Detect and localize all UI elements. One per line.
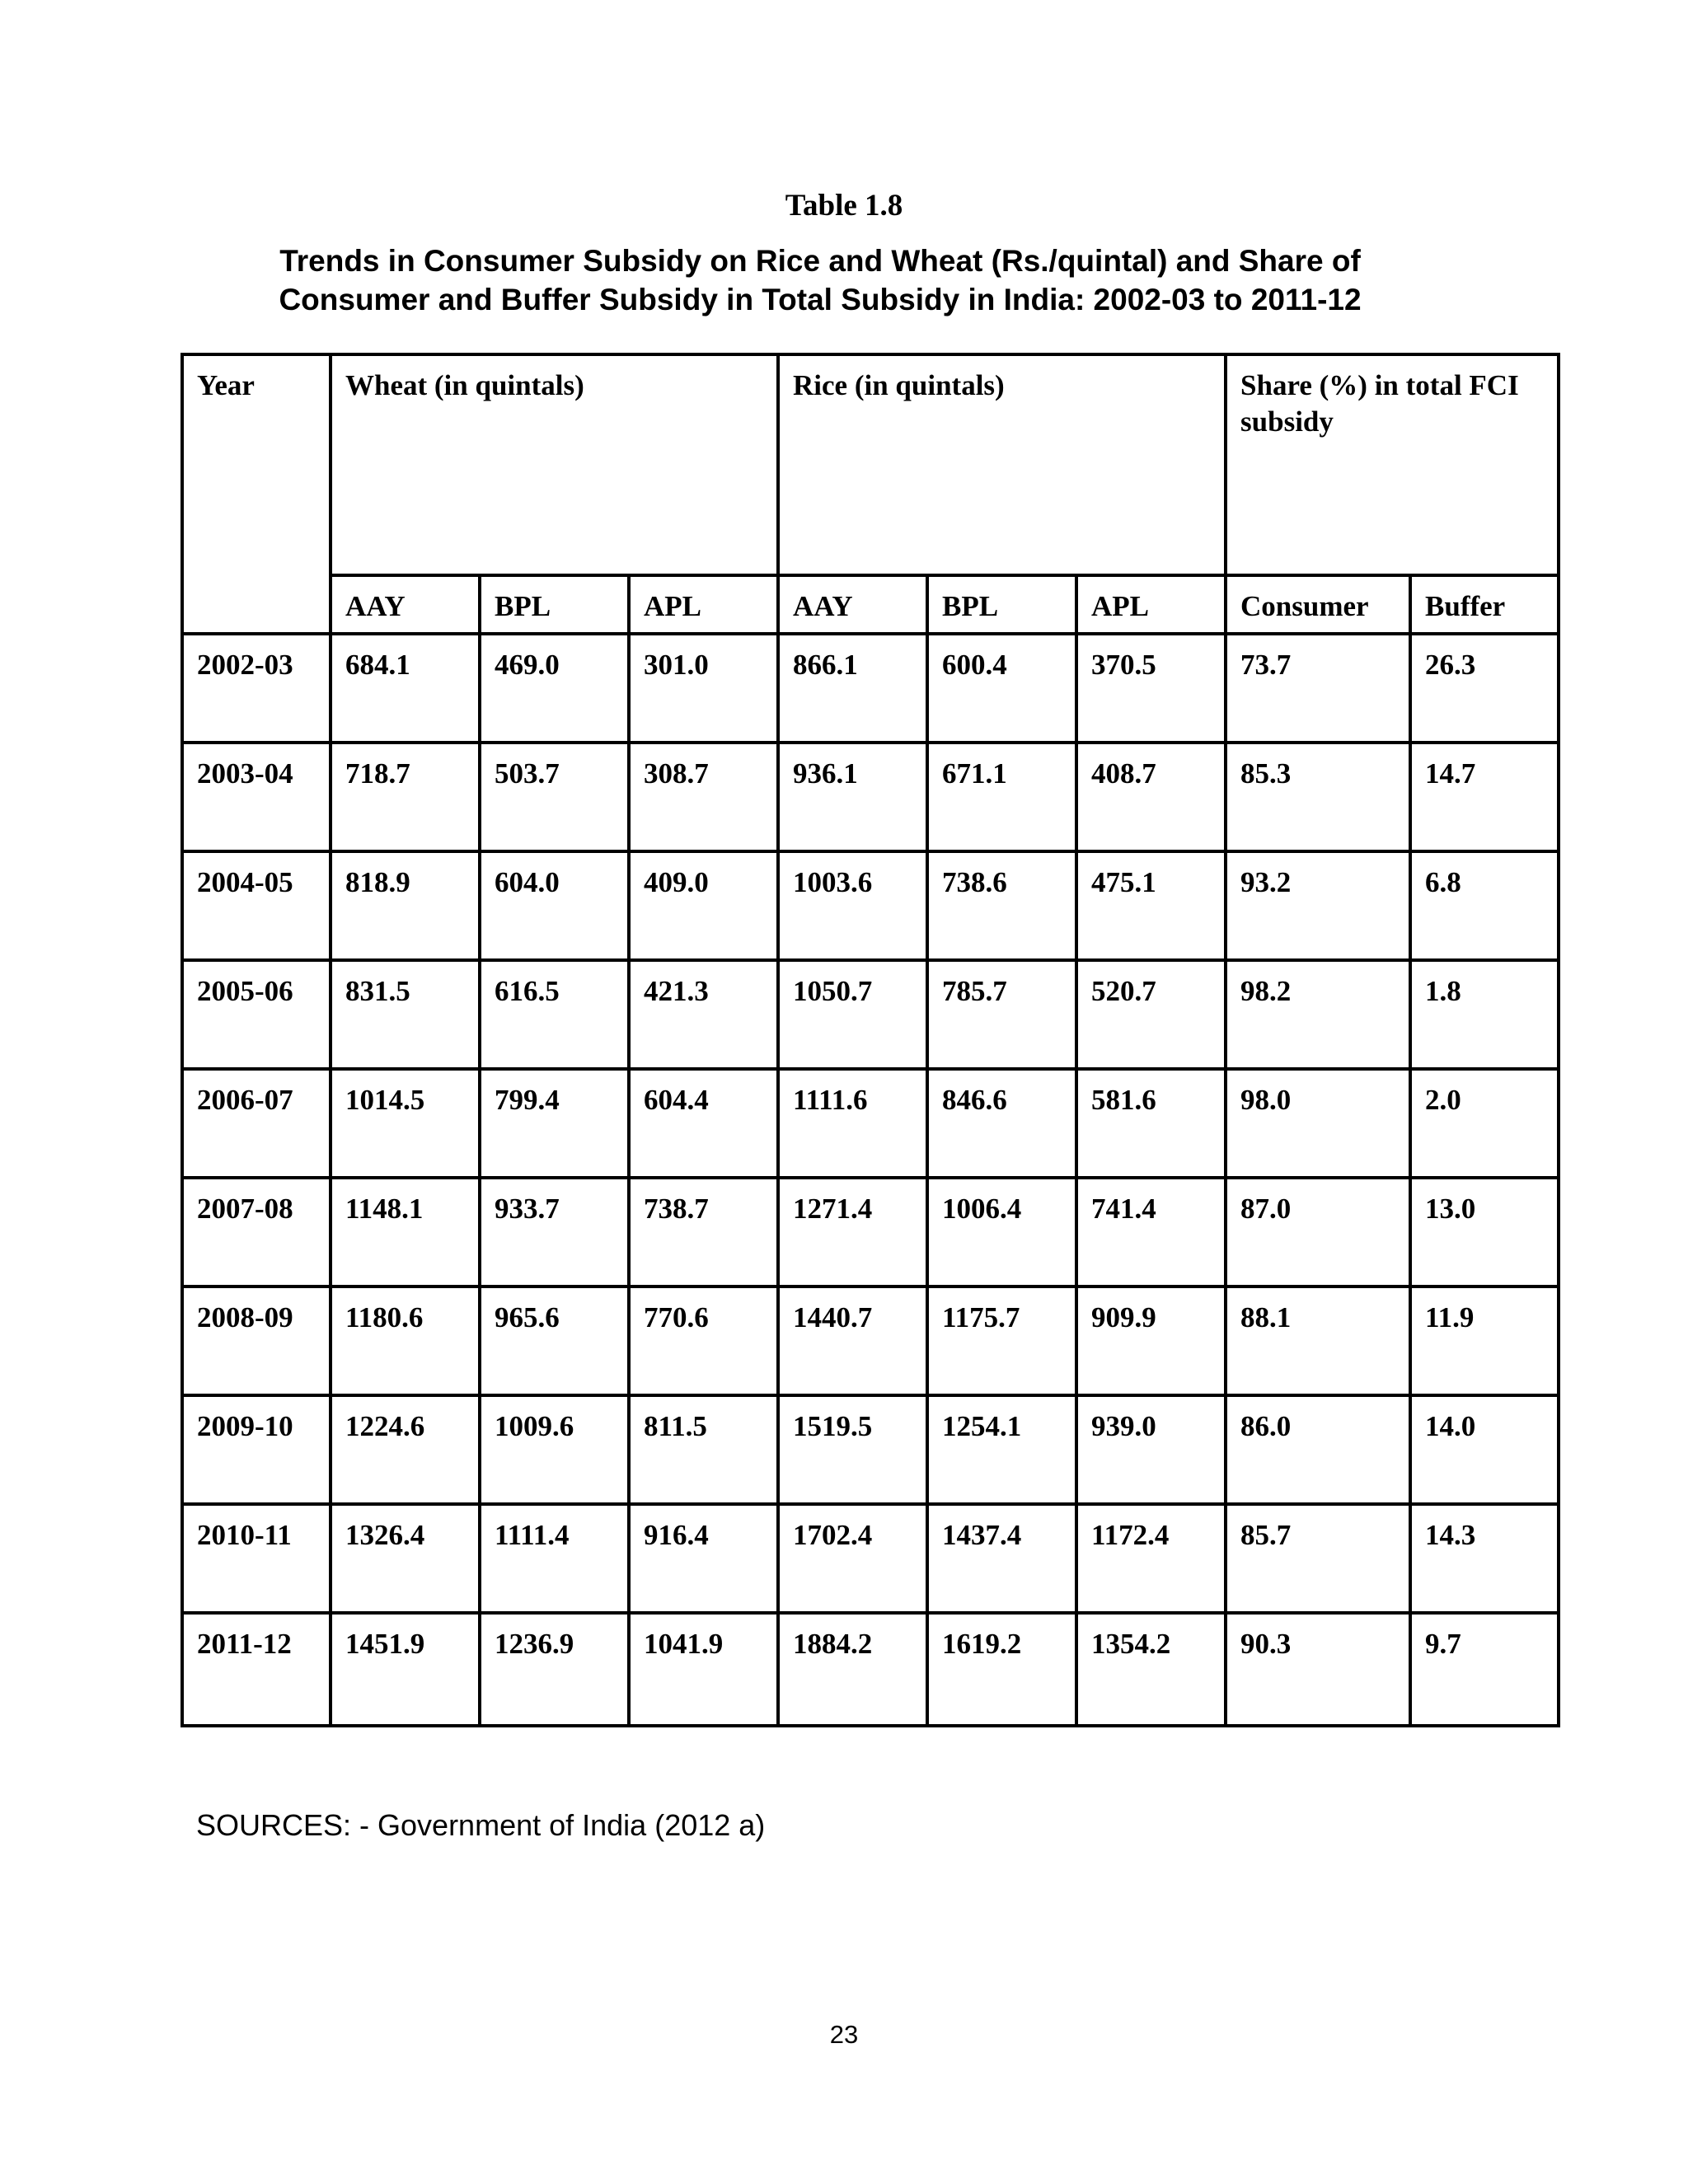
table-row [182, 960, 1559, 1069]
wheat-apl-cell: 421.3 [629, 960, 778, 1069]
rice-apl-cell: 1354.2 [1076, 1613, 1226, 1726]
header-row-categories [182, 575, 1559, 634]
rice-aay-cell: 866.1 [778, 634, 927, 743]
consumer-share-cell: 93.2 [1226, 851, 1410, 960]
rice-aay-cell: 936.1 [778, 743, 927, 851]
wheat-apl-cell: 916.4 [629, 1504, 778, 1613]
buffer-share-cell: 6.8 [1410, 851, 1559, 960]
rice-bpl-cell: 1006.4 [927, 1178, 1076, 1286]
year-cell: 2011-12 [182, 1613, 331, 1726]
rice-apl-cell: 408.7 [1076, 743, 1226, 851]
rice-aay-cell: 1050.7 [778, 960, 927, 1069]
header-share: Share (%) in total FCI subsidy [1226, 354, 1559, 575]
wheat-bpl-cell: 503.7 [480, 743, 629, 851]
buffer-share-cell: 2.0 [1410, 1069, 1559, 1178]
wheat-bpl-cell: 1009.6 [480, 1395, 629, 1504]
wheat-bpl-cell: 469.0 [480, 634, 629, 743]
subsidy-table [181, 353, 1560, 1727]
wheat-aay-cell: 718.7 [331, 743, 480, 851]
table-row [182, 851, 1559, 960]
rice-aay-cell: 1884.2 [778, 1613, 927, 1726]
consumer-share-cell: 98.0 [1226, 1069, 1410, 1178]
rice-apl-cell: 1172.4 [1076, 1504, 1226, 1613]
wheat-apl-cell: 811.5 [629, 1395, 778, 1504]
table-row [182, 1286, 1559, 1395]
table-row [182, 1504, 1559, 1613]
rice-bpl-cell: 1254.1 [927, 1395, 1076, 1504]
buffer-share-cell: 14.0 [1410, 1395, 1559, 1504]
table-title [190, 241, 1451, 319]
header-wheat-apl: APL [629, 575, 778, 634]
year-cell: 2009-10 [182, 1395, 331, 1504]
rice-bpl-cell: 600.4 [927, 634, 1076, 743]
wheat-bpl-cell: 965.6 [480, 1286, 629, 1395]
wheat-apl-cell: 738.7 [629, 1178, 778, 1286]
rice-bpl-cell: 1175.7 [927, 1286, 1076, 1395]
wheat-aay-cell: 1180.6 [331, 1286, 480, 1395]
buffer-share-cell: 1.8 [1410, 960, 1559, 1069]
rice-apl-cell: 520.7 [1076, 960, 1226, 1069]
wheat-aay-cell: 684.1 [331, 634, 480, 743]
header-consumer: Consumer [1226, 575, 1410, 634]
year-cell: 2008-09 [182, 1286, 331, 1395]
rice-aay-cell: 1519.5 [778, 1395, 927, 1504]
rice-apl-cell: 475.1 [1076, 851, 1226, 960]
rice-aay-cell: 1440.7 [778, 1286, 927, 1395]
wheat-apl-cell: 604.4 [629, 1069, 778, 1178]
table-row [182, 1069, 1559, 1178]
wheat-aay-cell: 1451.9 [331, 1613, 480, 1726]
header-buffer: Buffer [1410, 575, 1559, 634]
wheat-apl-cell: 1041.9 [629, 1613, 778, 1726]
rice-aay-cell: 1271.4 [778, 1178, 927, 1286]
year-cell: 2003-04 [182, 743, 331, 851]
header-wheat-bpl: BPL [480, 575, 629, 634]
wheat-apl-cell: 409.0 [629, 851, 778, 960]
rice-bpl-cell: 671.1 [927, 743, 1076, 851]
buffer-share-cell: 14.3 [1410, 1504, 1559, 1613]
header-wheat-aay: AAY [331, 575, 480, 634]
table-row [182, 1613, 1559, 1726]
consumer-share-cell: 88.1 [1226, 1286, 1410, 1395]
wheat-bpl-cell: 933.7 [480, 1178, 629, 1286]
wheat-apl-cell: 301.0 [629, 634, 778, 743]
year-cell: 2007-08 [182, 1178, 331, 1286]
buffer-share-cell: 9.7 [1410, 1613, 1559, 1726]
consumer-share-cell: 85.3 [1226, 743, 1410, 851]
wheat-aay-cell: 831.5 [331, 960, 480, 1069]
table-row [182, 743, 1559, 851]
header-rice: Rice (in quintals) [778, 354, 1226, 575]
year-cell: 2005-06 [182, 960, 331, 1069]
header-rice-apl: APL [1076, 575, 1226, 634]
rice-bpl-cell: 785.7 [927, 960, 1076, 1069]
wheat-apl-cell: 308.7 [629, 743, 778, 851]
rice-apl-cell: 581.6 [1076, 1069, 1226, 1178]
wheat-aay-cell: 1014.5 [331, 1069, 480, 1178]
header-row-groups [182, 354, 1559, 575]
table-row [182, 1395, 1559, 1504]
rice-aay-cell: 1702.4 [778, 1504, 927, 1613]
wheat-bpl-cell: 616.5 [480, 960, 629, 1069]
consumer-share-cell: 98.2 [1226, 960, 1410, 1069]
consumer-share-cell: 85.7 [1226, 1504, 1410, 1613]
table-title-line-2: Consumer and Buffer Subsidy in Total Subsidy in India: 2002-03 to 2011-12 [279, 283, 1362, 316]
year-cell: 2002-03 [182, 634, 331, 743]
rice-apl-cell: 370.5 [1076, 634, 1226, 743]
wheat-aay-cell: 1224.6 [331, 1395, 480, 1504]
consumer-share-cell: 87.0 [1226, 1178, 1410, 1286]
year-cell: 2004-05 [182, 851, 331, 960]
rice-bpl-cell: 1619.2 [927, 1613, 1076, 1726]
wheat-aay-cell: 1326.4 [331, 1504, 480, 1613]
rice-bpl-cell: 738.6 [927, 851, 1076, 960]
table-label: Table 1.8 [785, 189, 903, 223]
wheat-bpl-cell: 1111.4 [480, 1504, 629, 1613]
rice-apl-cell: 741.4 [1076, 1178, 1226, 1286]
rice-aay-cell: 1003.6 [778, 851, 927, 960]
header-wheat: Wheat (in quintals) [331, 354, 778, 575]
header-rice-bpl: BPL [927, 575, 1076, 634]
header-year: Year [182, 354, 331, 634]
rice-apl-cell: 909.9 [1076, 1286, 1226, 1395]
consumer-share-cell: 90.3 [1226, 1613, 1410, 1726]
rice-apl-cell: 939.0 [1076, 1395, 1226, 1504]
wheat-bpl-cell: 1236.9 [480, 1613, 629, 1726]
wheat-bpl-cell: 799.4 [480, 1069, 629, 1178]
buffer-share-cell: 11.9 [1410, 1286, 1559, 1395]
wheat-aay-cell: 818.9 [331, 851, 480, 960]
buffer-share-cell: 26.3 [1410, 634, 1559, 743]
rice-bpl-cell: 1437.4 [927, 1504, 1076, 1613]
table-row [182, 634, 1559, 743]
wheat-apl-cell: 770.6 [629, 1286, 778, 1395]
buffer-share-cell: 13.0 [1410, 1178, 1559, 1286]
year-cell: 2006-07 [182, 1069, 331, 1178]
page-number: 23 [829, 2020, 859, 2049]
wheat-bpl-cell: 604.0 [480, 851, 629, 960]
header-rice-aay: AAY [778, 575, 927, 634]
wheat-aay-cell: 1148.1 [331, 1178, 480, 1286]
rice-bpl-cell: 846.6 [927, 1069, 1076, 1178]
consumer-share-cell: 73.7 [1226, 634, 1410, 743]
table-row [182, 1178, 1559, 1286]
buffer-share-cell: 14.7 [1410, 743, 1559, 851]
table-title-line-1: Trends in Consumer Subsidy on Rice and Wheat (Rs./quintal) and Share of [279, 244, 1361, 278]
rice-aay-cell: 1111.6 [778, 1069, 927, 1178]
consumer-share-cell: 86.0 [1226, 1395, 1410, 1504]
sources-note: SOURCES: - Government of India (2012 a) [196, 1808, 766, 1842]
year-cell: 2010-11 [182, 1504, 331, 1613]
